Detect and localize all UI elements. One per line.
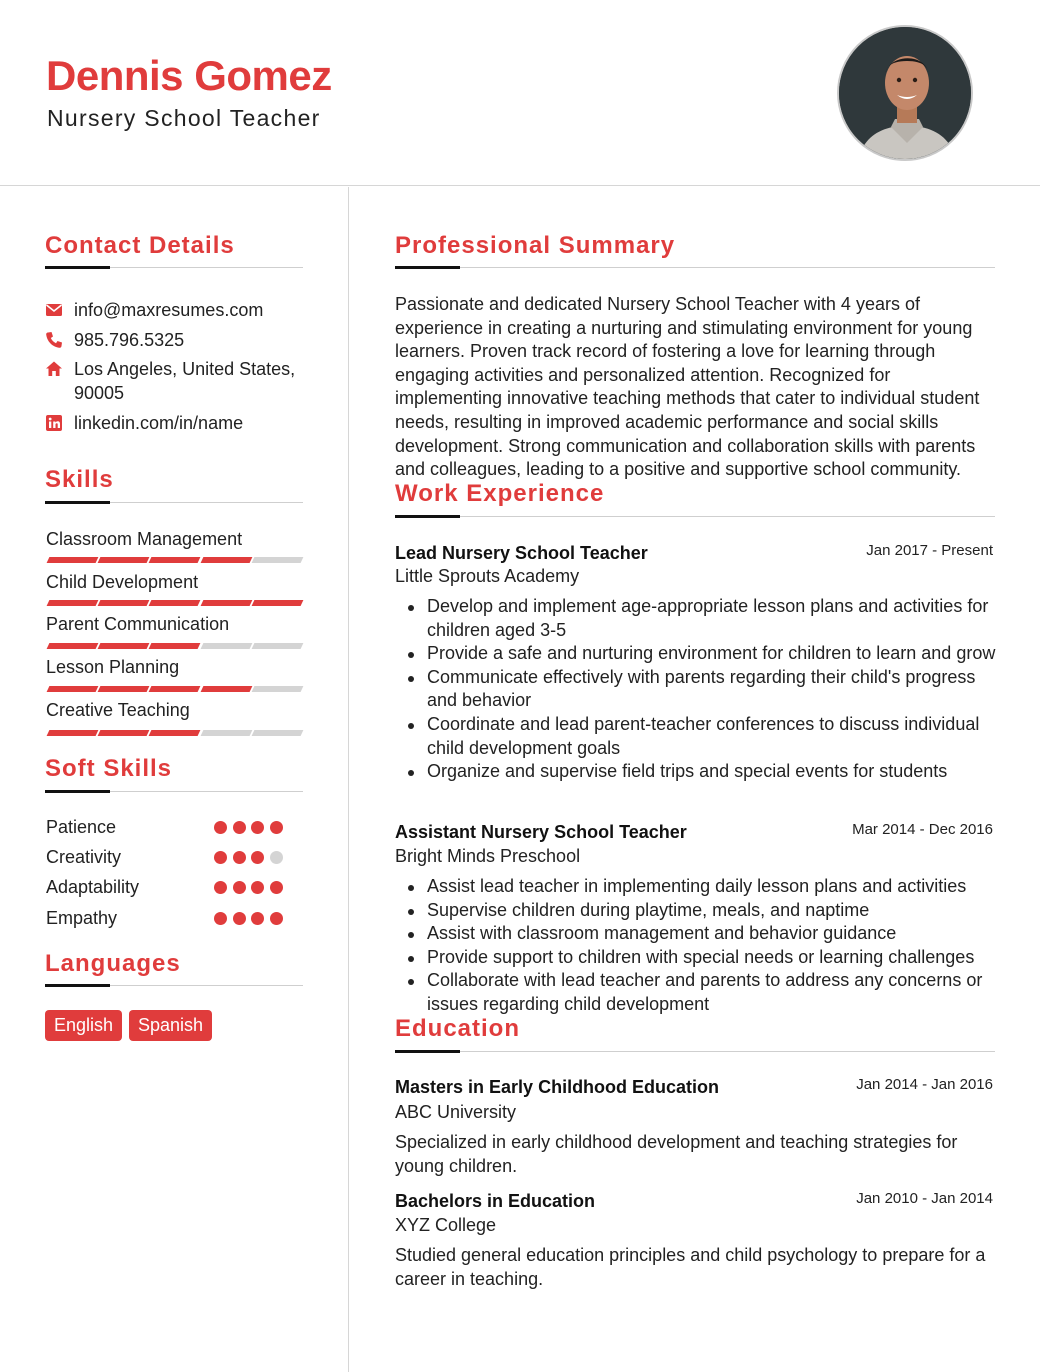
rating-dot xyxy=(214,912,227,925)
list-item: Assist with classroom management and behavior guidance xyxy=(427,922,1002,946)
job-title: Assistant Nursery School Teacher xyxy=(395,822,687,842)
skill-segment xyxy=(251,557,303,563)
language-badge-english: English xyxy=(45,1010,122,1041)
languages-rule-accent xyxy=(45,984,110,987)
skill-bar xyxy=(46,686,302,692)
skill-segment xyxy=(251,686,303,692)
envelope-icon xyxy=(45,301,63,319)
skill-segment xyxy=(149,557,201,563)
skill-segment xyxy=(47,600,99,606)
profile-photo xyxy=(837,25,973,161)
soft-skill-label: Creativity xyxy=(46,847,122,867)
rating-dot xyxy=(270,821,283,834)
skill-label: Lesson Planning xyxy=(46,657,180,677)
rating-dot xyxy=(233,851,246,864)
rating-dot xyxy=(233,912,246,925)
rating-dot xyxy=(214,851,227,864)
soft-skill-label: Patience xyxy=(46,817,117,837)
education-school: ABC University xyxy=(395,1102,517,1122)
rating-dot xyxy=(214,881,227,894)
skill-segment xyxy=(47,557,99,563)
education-rule xyxy=(395,1051,995,1052)
list-item: Provide support to children with special needs or learning challenges xyxy=(427,946,1002,970)
job-bullets xyxy=(427,875,1002,1017)
list-item: Collaborate with lead teacher and parents to address any concerns or issues regarding child development xyxy=(427,969,1002,1016)
skill-segment xyxy=(251,600,303,606)
summary-text: Passionate and dedicated Nursery School Teacher with 4 years of experience in creating a nurturing and stimulating environment for young learners. Proven track record of fostering a love for learning through engaging activities and personalized attention. Recognized for implementing innovative teaching methods that cater to individual student needs, resulting in improved academic performance and social skills development. Strong communication and collaboration skills with parents and colleagues, leading to a positive and supportive school community. xyxy=(395,294,980,480)
education-date: Jan 2014 - Jan 2016 xyxy=(856,1076,993,1093)
rating-dot xyxy=(251,851,264,864)
list-item: Provide a safe and nurturing environment for children to learn and grow xyxy=(427,642,1002,666)
experience-rule xyxy=(395,516,995,517)
list-item: Communicate effectively with parents regarding their child's progress and behavior xyxy=(427,666,1002,713)
list-item: Organize and supervise field trips and special events for students xyxy=(427,760,1002,784)
skill-segment xyxy=(98,557,150,563)
education-date: Jan 2010 - Jan 2014 xyxy=(856,1190,993,1207)
skill-bar xyxy=(46,643,302,649)
skill-segment xyxy=(149,643,201,649)
skill-segment xyxy=(47,730,99,736)
soft-skill-label: Empathy xyxy=(46,908,118,928)
skills-rule-accent xyxy=(45,501,110,504)
contact-email-text: info@maxresumes.com xyxy=(74,300,264,320)
list-item: Develop and implement age-appropriate lesson plans and activities for children aged 3-5 xyxy=(427,595,1002,642)
candidate-title: Nursery School Teacher xyxy=(47,105,321,131)
contact-address-text: Los Angeles, United States, 90005 xyxy=(74,359,296,403)
skill-segment xyxy=(200,643,252,649)
skill-segment xyxy=(149,730,201,736)
summary-heading: Professional Summary xyxy=(395,232,676,259)
job-organization: Little Sprouts Academy xyxy=(395,566,580,586)
skill-label: Creative Teaching xyxy=(46,700,190,720)
skill-segment xyxy=(251,643,303,649)
soft-skill-label: Adaptability xyxy=(46,877,140,897)
experience-heading: Work Experience xyxy=(395,480,605,507)
education-description: Specialized in early childhood development and teaching strategies for young children. xyxy=(395,1132,958,1176)
rating-dot xyxy=(233,881,246,894)
education-rule-accent xyxy=(395,1050,460,1053)
list-item: Assist lead teacher in implementing daily lesson plans and activities xyxy=(427,875,1002,899)
resume-header xyxy=(0,0,1040,186)
education-description: Studied general education principles and child psychology to prepare for a career in teaching. xyxy=(395,1245,986,1289)
experience-rule-accent xyxy=(395,515,460,518)
profile-photo-avatar-icon xyxy=(839,27,973,161)
skill-bar xyxy=(46,730,302,736)
skill-segment xyxy=(98,730,150,736)
job-date: Mar 2014 - Dec 2016 xyxy=(852,821,993,838)
skill-segment xyxy=(98,600,150,606)
summary-rule-accent xyxy=(395,266,460,269)
skill-segment xyxy=(200,557,252,563)
education-degree: Bachelors in Education xyxy=(395,1191,596,1211)
skill-label: Parent Communication xyxy=(46,614,230,634)
skill-segment xyxy=(200,730,252,736)
list-item: Coordinate and lead parent-teacher conferences to discuss individual child development goals xyxy=(427,713,1002,760)
skill-label: Classroom Management xyxy=(46,529,243,549)
skill-bar xyxy=(46,600,302,606)
contact-phone-text: 985.796.5325 xyxy=(74,330,185,350)
contact-rule-accent xyxy=(45,266,110,269)
rating-dot xyxy=(251,912,264,925)
skill-segment xyxy=(149,686,201,692)
home-icon xyxy=(45,360,63,378)
soft-skills-heading: Soft Skills xyxy=(45,755,173,782)
rating-dot xyxy=(214,821,227,834)
skill-segment xyxy=(98,643,150,649)
rating-dot xyxy=(270,881,283,894)
list-item: Supervise children during playtime, meals, and naptime xyxy=(427,899,1002,923)
languages-heading: Languages xyxy=(45,950,181,977)
skill-segment xyxy=(251,730,303,736)
language-badge-spanish: Spanish xyxy=(129,1010,212,1041)
skill-label: Child Development xyxy=(46,572,199,592)
education-degree: Masters in Early Childhood Education xyxy=(395,1077,720,1097)
education-school: XYZ College xyxy=(395,1215,497,1235)
rating-dot xyxy=(233,821,246,834)
education-heading: Education xyxy=(395,1015,521,1042)
skill-segment xyxy=(47,686,99,692)
contact-heading: Contact Details xyxy=(45,232,235,259)
summary-rule xyxy=(395,267,995,268)
job-bullets xyxy=(427,595,1002,784)
skill-bar xyxy=(46,557,302,563)
job-title: Lead Nursery School Teacher xyxy=(395,543,648,563)
rating-dot xyxy=(251,881,264,894)
skill-segment xyxy=(200,600,252,606)
job-organization: Bright Minds Preschool xyxy=(395,846,581,866)
contact-linkedin-text: linkedin.com/in/name xyxy=(74,413,244,433)
skill-segment xyxy=(47,643,99,649)
column-divider xyxy=(348,187,349,1372)
skills-heading: Skills xyxy=(45,466,114,493)
rating-dot xyxy=(270,851,283,864)
skill-segment xyxy=(149,600,201,606)
skill-segment xyxy=(98,686,150,692)
rating-dot xyxy=(251,821,264,834)
phone-icon xyxy=(45,331,63,349)
linkedin-icon xyxy=(45,414,63,432)
rating-dot xyxy=(270,912,283,925)
soft-skills-rule-accent xyxy=(45,790,110,793)
job-date: Jan 2017 - Present xyxy=(866,542,993,559)
candidate-name: Dennis Gomez xyxy=(46,52,332,99)
skill-segment xyxy=(200,686,252,692)
